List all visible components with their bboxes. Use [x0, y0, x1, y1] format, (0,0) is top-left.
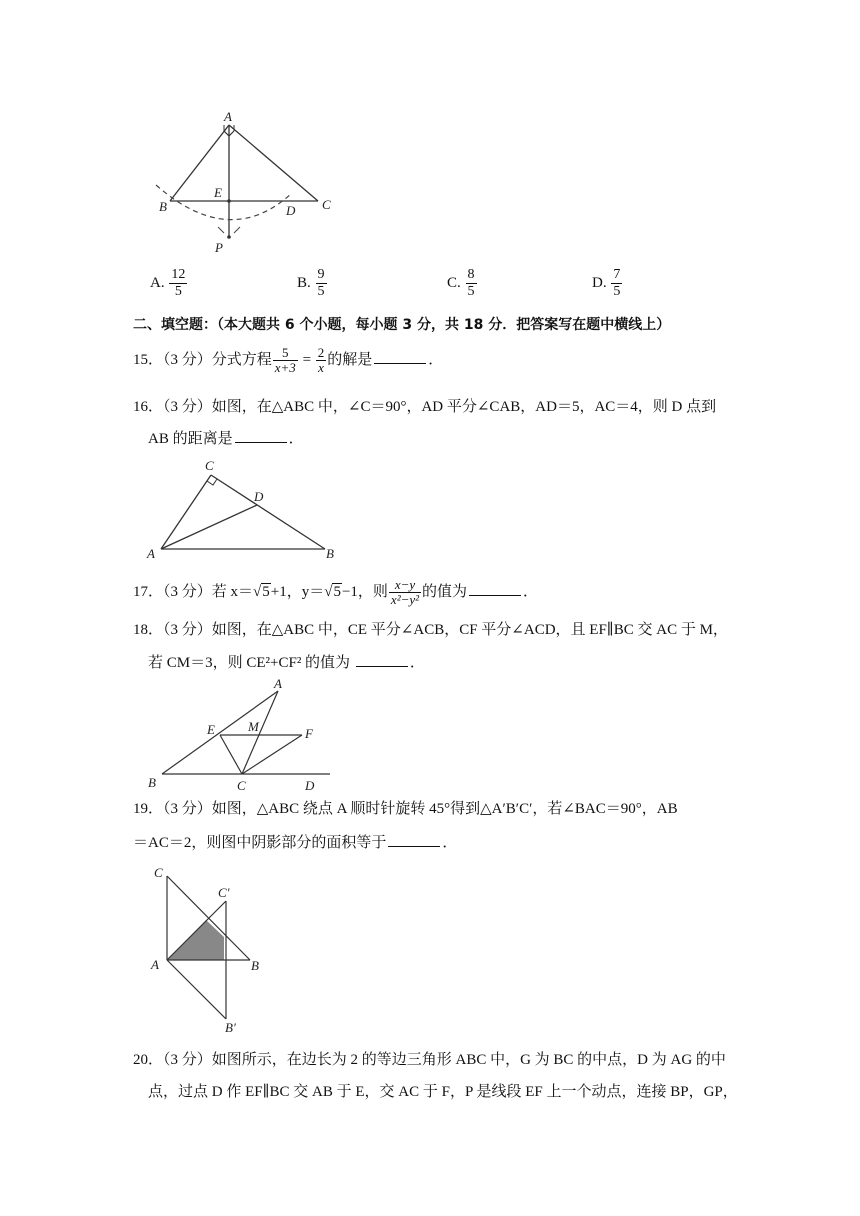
fig18-label-f: F — [305, 726, 313, 741]
fig18-label-m: M — [248, 719, 259, 734]
question-15: 15．（3 分）分式方程 $\frac{5}{x+3}$ = $\frac{2}{x}$ 的解是 ． — [133, 345, 444, 375]
question-17: 17．（3 分）若 x＝√5+1，y＝√5−1，则 $\frac{x-y}{\text{x²−y²}}$ 的值为 ． — [133, 577, 539, 607]
fig16-label-c: C — [205, 458, 214, 473]
fig16-label-d: D — [254, 489, 264, 504]
fig14-label-e: E — [214, 185, 222, 200]
question-16-line2: AB 的距离是 ． — [148, 428, 304, 449]
fig18-label-c: C — [237, 778, 246, 793]
fig16-label-a: A — [147, 546, 155, 561]
fig19-label-b2: B′ — [225, 1020, 236, 1035]
fig18-label-e: E — [207, 722, 215, 737]
answer-blank-15 — [374, 349, 426, 364]
section-heading: 二、填空题：（本大题共 6 个小题，每小题 3 分，共 18 分．把答案写在题中横线上） — [133, 317, 671, 333]
option-a: A. $\frac{12}{5}$ — [150, 267, 186, 299]
fig18-label-b: B — [148, 775, 156, 790]
option-d: D. $\frac{7}{5}$ — [592, 267, 621, 299]
fig14-label-b: B — [159, 199, 167, 214]
fig14-label-p: P — [215, 240, 223, 255]
question-16-line1: 16．（3 分）如图，在△ABC 中，∠C＝90°，AD 平分∠CAB，AD＝5，AC＝4，则 D 点到 — [133, 399, 717, 415]
question-20-line2: 点，过点 D 作 EF∥BC 交 AB 于 E，交 AC 于 F，P 是线段 EF 上一个动点，连接 BP，GP， — [148, 1084, 738, 1100]
fig19-label-b: B — [251, 958, 259, 973]
fig18-label-d: D — [305, 778, 315, 793]
answer-blank-18 — [356, 652, 408, 667]
figure-q14 — [140, 105, 360, 260]
answer-blank-16 — [235, 428, 287, 443]
question-18-line2: 若 CM＝3，则 CE²+CF² 的值为 ． — [148, 652, 425, 673]
fig19-label-c2: C′ — [218, 885, 230, 900]
fig18-label-a: A — [274, 676, 282, 691]
answer-blank-17 — [469, 581, 521, 596]
fig14-label-d: D — [286, 203, 296, 218]
option-c: C. $\frac{8}{5}$ — [447, 267, 475, 299]
question-20-line1: 20．（3 分）如图所示，在边长为 2 的等边三角形 ABC 中，G 为 BC 的中点，D 为 AG 的中 — [133, 1052, 726, 1068]
answer-blank-19 — [388, 832, 440, 847]
question-19-line1: 19．（3 分）如图，△ABC 绕点 A 顺时针旋转 45°得到△A′B′C′，若∠BAC＝90°，AB — [133, 801, 678, 817]
figure-q18 — [140, 676, 350, 796]
fig19-label-a: A — [151, 957, 159, 972]
figure-q16 — [140, 455, 350, 563]
fig19-label-c: C — [154, 865, 163, 880]
fig16-label-b: B — [326, 546, 334, 561]
question-18-line1: 18．（3 分）如图，在△ABC 中，CE 平分∠ACB，CF 平分∠ACD，且 EF∥BC 交 AC 于 M， — [133, 622, 728, 638]
figure-q19 — [140, 858, 290, 1043]
fig14-label-c: C — [322, 197, 331, 212]
fig14-label-a: A — [224, 109, 232, 124]
question-19-line2: ＝AC＝2，则图中阴影部分的面积等于 ． — [133, 832, 457, 853]
option-b: B. $\frac{9}{5}$ — [297, 267, 325, 299]
